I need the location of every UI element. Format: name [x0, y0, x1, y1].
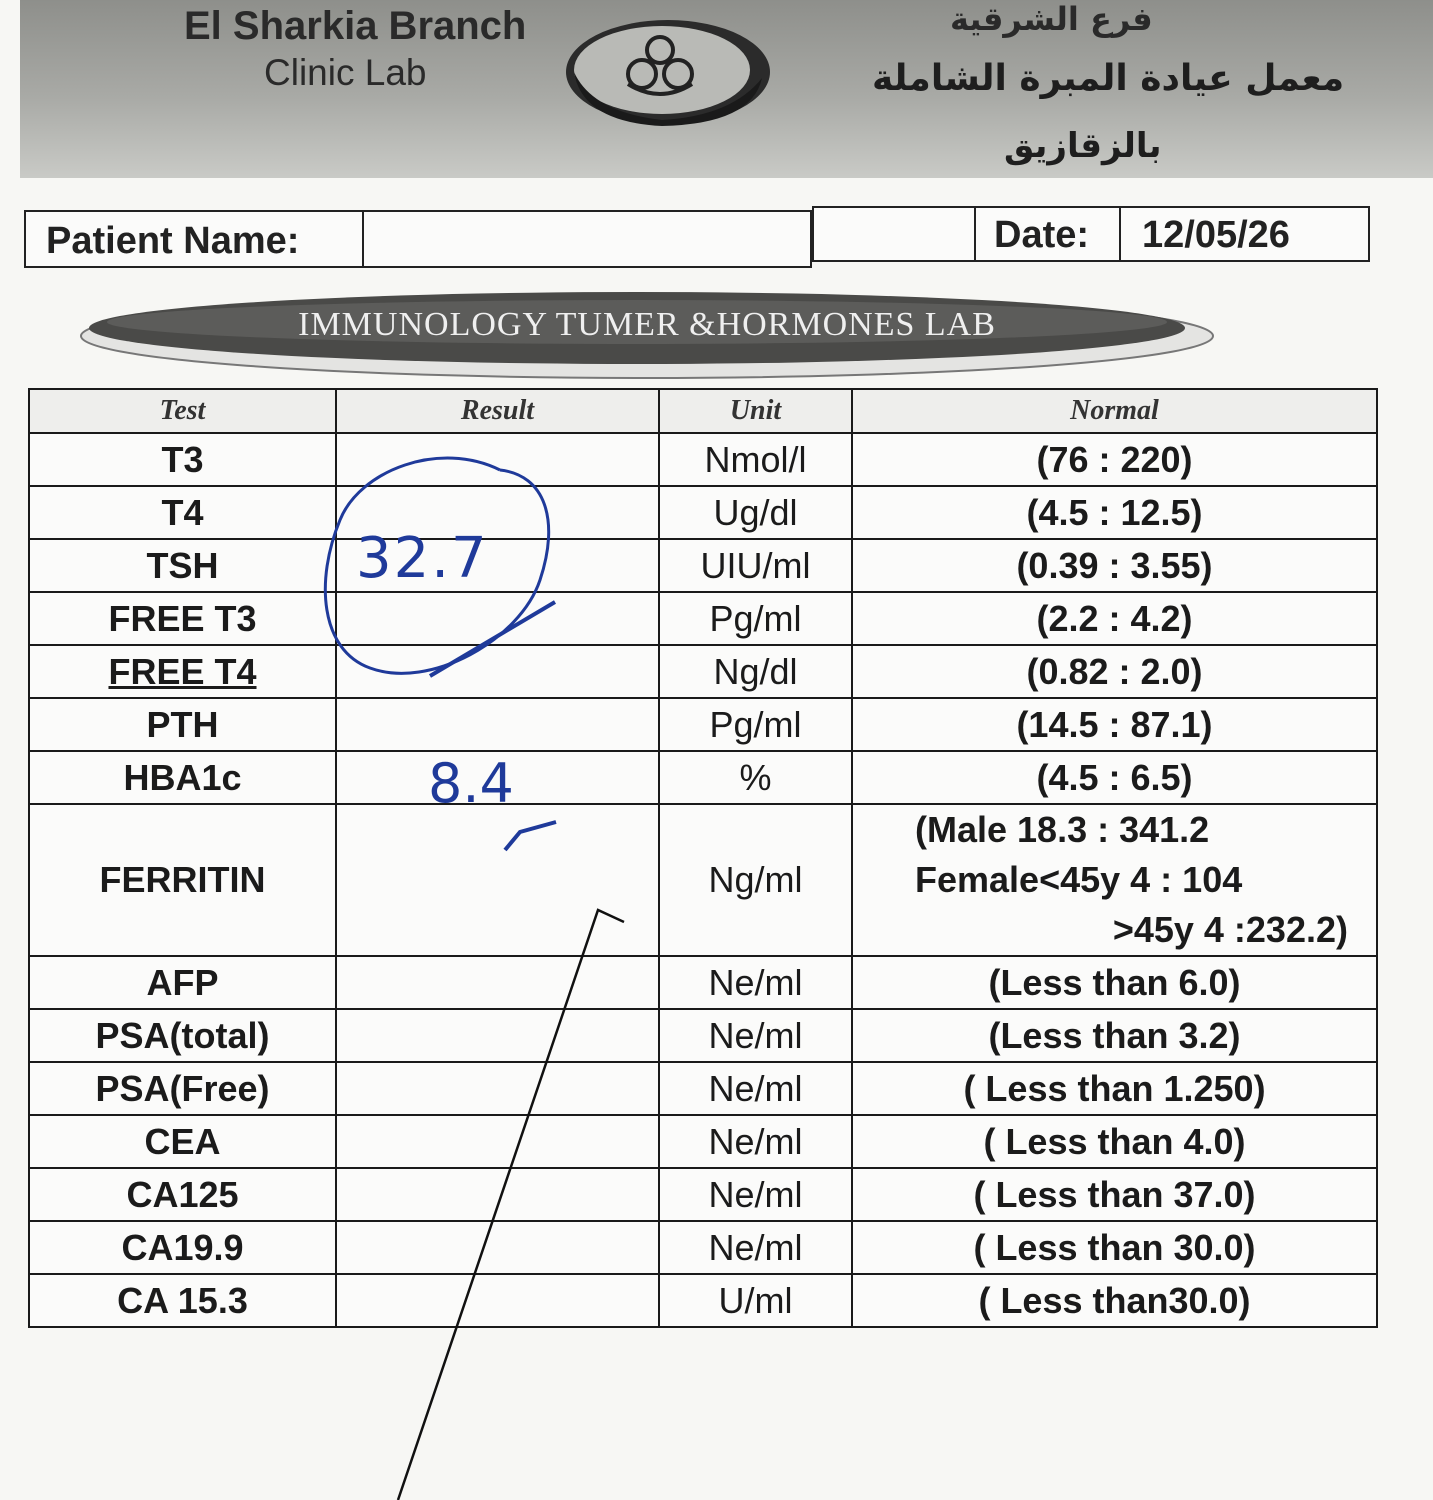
result-cell [336, 645, 659, 698]
normal-range: (14.5 : 87.1) [852, 698, 1377, 751]
table-row [29, 433, 1377, 486]
arabic-lab-name: معمل عيادة المبرة الشاملة [872, 58, 1345, 99]
result-cell [336, 956, 659, 1009]
table-row [29, 698, 1377, 751]
normal-range: ( Less than30.0) [852, 1274, 1377, 1327]
unit: Nmol/l [659, 433, 852, 486]
patient-name-field [366, 212, 810, 266]
date-value: 12/05/26 [1142, 214, 1290, 256]
test-name: CA19.9 [29, 1221, 336, 1274]
normal-range: (4.5 : 12.5) [852, 486, 1377, 539]
test-name: FREE T4 [108, 650, 257, 692]
test-name: T3 [29, 433, 336, 486]
unit: Ng/ml [659, 804, 852, 956]
result-cell [336, 1221, 659, 1274]
header-result: Result [336, 389, 659, 433]
test-name: PSA(total) [29, 1009, 336, 1062]
test-name: T4 [29, 486, 336, 539]
result-cell [336, 1274, 659, 1327]
unit: Ne/ml [659, 1009, 852, 1062]
table-row [29, 592, 1377, 645]
results-table [28, 388, 1378, 1328]
table-header-row [29, 389, 1377, 433]
test-name: PTH [29, 698, 336, 751]
table-row [29, 486, 1377, 539]
arabic-branch: فرع الشرقية [950, 0, 1153, 38]
table-row [29, 645, 1377, 698]
table-row [29, 1009, 1377, 1062]
table-row [29, 751, 1377, 804]
normal-range: (0.82 : 2.0) [852, 645, 1377, 698]
date-row [812, 206, 1370, 262]
branch-name: El Sharkia Branch [184, 4, 527, 48]
unit: Pg/ml [659, 698, 852, 751]
test-name: CEA [29, 1115, 336, 1168]
table-row [29, 804, 1377, 956]
table-row [29, 956, 1377, 1009]
arabic-city: بالزقازيق [1004, 126, 1162, 166]
normal-range-male: (Male 18.3 : 341.2 [915, 809, 1210, 850]
normal-range-female-under-45: Female<45y 4 : 104 [915, 859, 1243, 900]
test-name: CA125 [29, 1168, 336, 1221]
normal-range: (2.2 : 4.2) [852, 592, 1377, 645]
unit: Ng/dl [659, 645, 852, 698]
unit: Ne/ml [659, 1221, 852, 1274]
unit: Pg/ml [659, 592, 852, 645]
result-cell [336, 433, 659, 486]
section-title: IMMUNOLOGY TUMER &HORMONES LAB [298, 306, 996, 343]
header-test: Test [29, 389, 336, 433]
normal-range: (0.39 : 3.55) [852, 539, 1377, 592]
tsh-result-handwritten: 32.7 [356, 526, 489, 591]
test-name: HBA1c [29, 751, 336, 804]
result-cell [336, 1062, 659, 1115]
table-row [29, 1168, 1377, 1221]
patient-name-row [24, 210, 812, 268]
result-cell [336, 698, 659, 751]
normal-range: ( Less than 37.0) [852, 1168, 1377, 1221]
normal-range: (76 : 220) [852, 433, 1377, 486]
normal-range-female-over-45: >45y 4 :232.2) [1112, 909, 1348, 950]
table-row [29, 539, 1377, 592]
divider [974, 208, 976, 260]
normal-range: (Less than 6.0) [852, 956, 1377, 1009]
normal-range: ( Less than 4.0) [852, 1115, 1377, 1168]
unit: U/ml [659, 1274, 852, 1327]
result-cell [336, 804, 659, 956]
test-name: PSA(Free) [29, 1062, 336, 1115]
table-row [29, 1062, 1377, 1115]
result-cell [336, 1168, 659, 1221]
branch-subtitle: Clinic Lab [264, 52, 427, 93]
clinic-logo [562, 12, 774, 130]
test-name: TSH [29, 539, 336, 592]
date-label: Date: [994, 214, 1090, 256]
table-row [29, 1274, 1377, 1327]
test-name: FERRITIN [29, 804, 336, 956]
test-name: CA 15.3 [29, 1274, 336, 1327]
test-name: FREE T3 [29, 592, 336, 645]
unit: Ne/ml [659, 956, 852, 1009]
divider [362, 212, 364, 266]
test-name-cell [29, 645, 336, 698]
unit: UIU/ml [659, 539, 852, 592]
unit: Ug/dl [659, 486, 852, 539]
normal-range: ( Less than 1.250) [852, 1062, 1377, 1115]
table-row [29, 1221, 1377, 1274]
result-cell [336, 1009, 659, 1062]
header-unit: Unit [659, 389, 852, 433]
result-cell [336, 592, 659, 645]
unit: Ne/ml [659, 1115, 852, 1168]
unit: % [659, 751, 852, 804]
header-normal: Normal [852, 389, 1377, 433]
table-row [29, 1115, 1377, 1168]
unit: Ne/ml [659, 1062, 852, 1115]
normal-range: (Less than 3.2) [852, 1009, 1377, 1062]
test-name: AFP [29, 956, 336, 1009]
result-cell [336, 1115, 659, 1168]
normal-range: (4.5 : 6.5) [852, 751, 1377, 804]
normal-range: ( Less than 30.0) [852, 1221, 1377, 1274]
hba1c-result-handwritten: 8.4 [428, 752, 514, 815]
divider [1119, 208, 1121, 260]
patient-name-label: Patient Name: [46, 220, 300, 262]
normal-range-cell [852, 804, 1377, 956]
unit: Ne/ml [659, 1168, 852, 1221]
